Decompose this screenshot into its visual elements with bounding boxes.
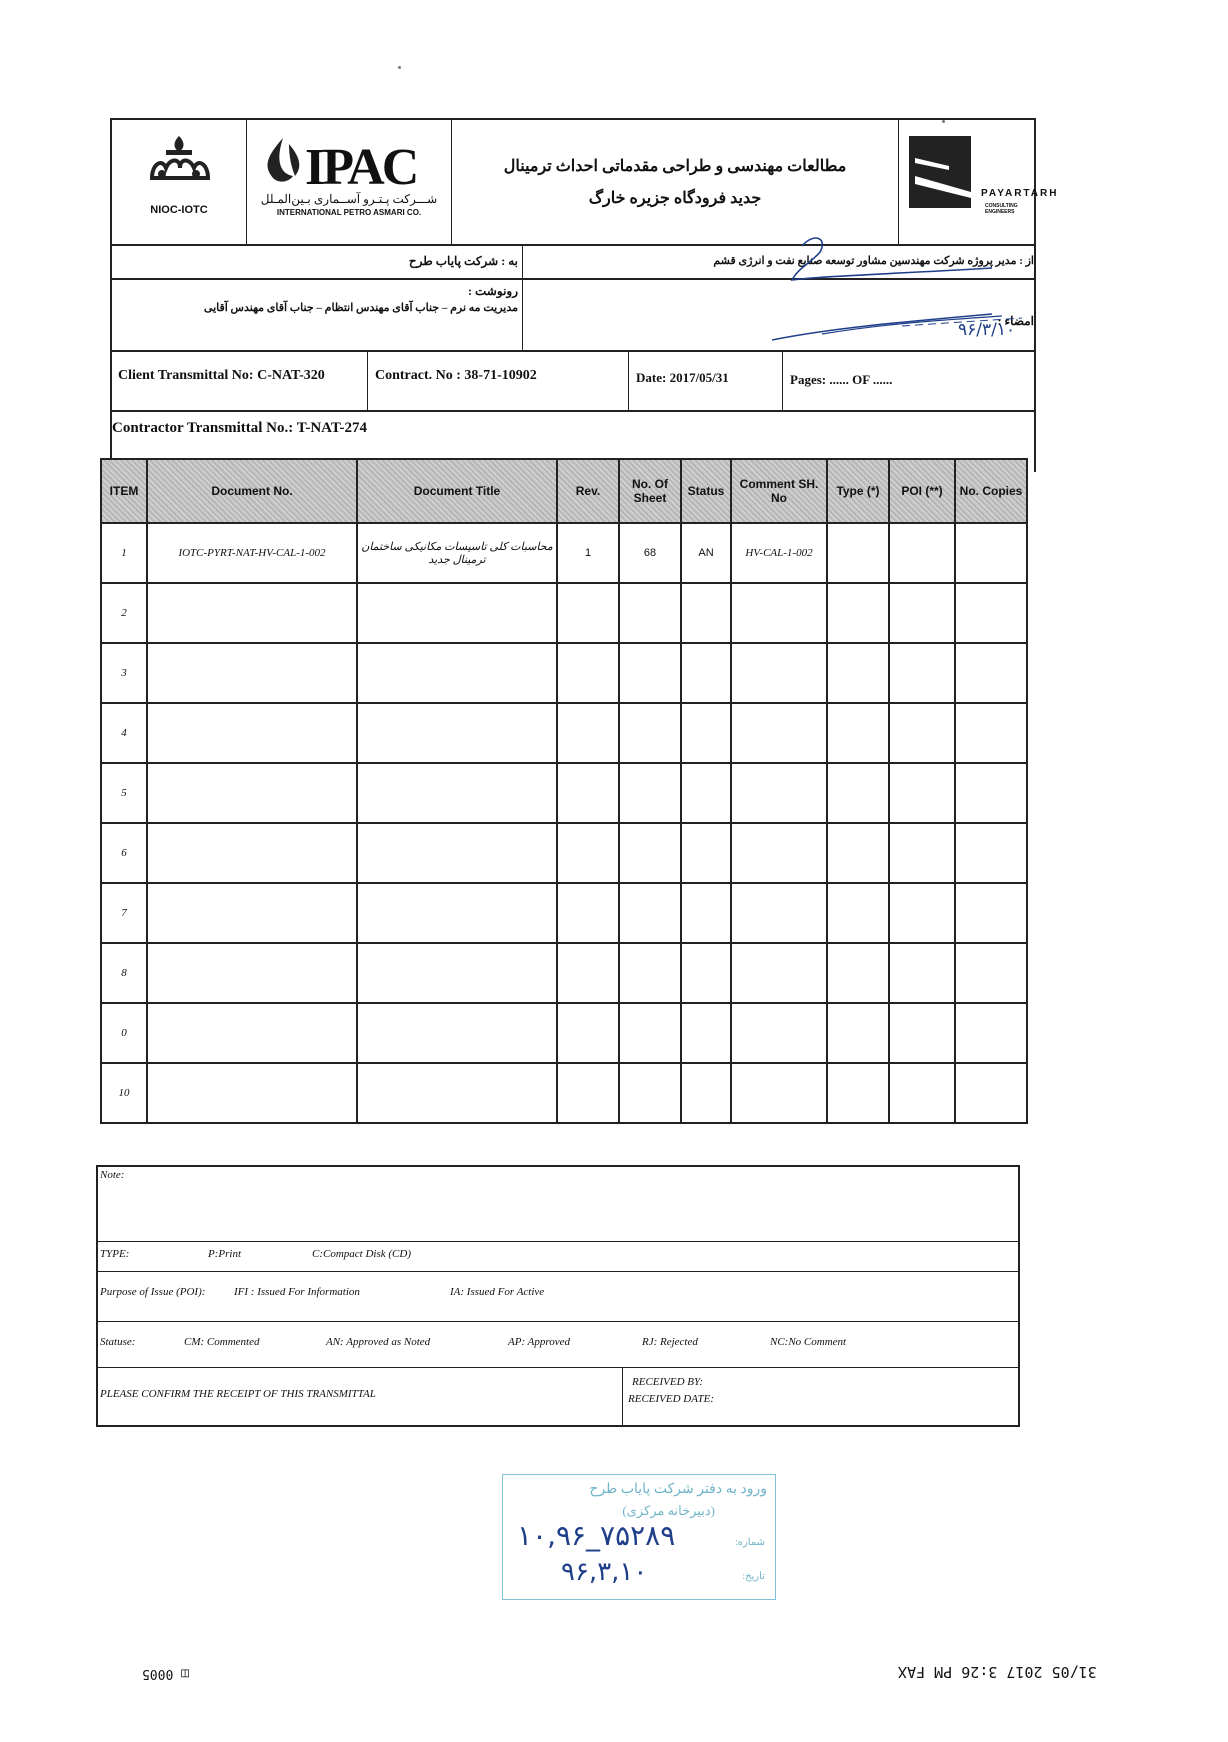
table-row bbox=[101, 883, 1027, 943]
cell-item: 8 bbox=[101, 943, 147, 1003]
cell-type bbox=[827, 523, 889, 583]
stamp-number-label: شماره: bbox=[734, 1537, 765, 1548]
cell-document-no bbox=[147, 943, 357, 1003]
cell-copies bbox=[955, 823, 1027, 883]
cell-rev bbox=[557, 883, 619, 943]
cell-rev bbox=[557, 823, 619, 883]
cell-copies bbox=[955, 703, 1027, 763]
cell-document-no bbox=[147, 823, 357, 883]
cell-poi bbox=[889, 1063, 955, 1123]
table-row bbox=[101, 943, 1027, 1003]
cell-document-title bbox=[357, 823, 557, 883]
cell-item: 0 bbox=[101, 1003, 147, 1063]
fax-page-number bbox=[142, 1666, 189, 1681]
cell-sheets bbox=[619, 943, 681, 1003]
cell-type bbox=[827, 1063, 889, 1123]
cell-document-title bbox=[357, 1063, 557, 1123]
cell-copies bbox=[955, 523, 1027, 583]
cell-rev bbox=[557, 1063, 619, 1123]
project-title bbox=[452, 120, 899, 244]
cell-poi bbox=[889, 643, 955, 703]
cell-type bbox=[827, 883, 889, 943]
col-header-rev: Rev. bbox=[557, 459, 619, 523]
cell-poi bbox=[889, 1003, 955, 1063]
project-title-line2: جدید فرودگاه جزیره خارگ bbox=[588, 190, 762, 207]
payartarh-emblem-icon bbox=[909, 136, 979, 208]
nioc-logo bbox=[112, 120, 247, 244]
cell-document-no bbox=[147, 883, 357, 943]
contract-no: Contract. No : 38-71-10902 bbox=[375, 368, 537, 383]
cell-item: 3 bbox=[101, 643, 147, 703]
cell-document-no bbox=[147, 1003, 357, 1063]
fax-header: 31/05 2017 3:26 PM FAX bbox=[898, 1663, 1097, 1681]
cell-poi bbox=[889, 943, 955, 1003]
cell-comment-sh: HV-CAL-1-002 bbox=[731, 523, 827, 583]
cell-comment-sh bbox=[731, 823, 827, 883]
poi-ifi: IFI : Issued For Information bbox=[234, 1286, 360, 1298]
received-date: RECEIVED DATE: bbox=[628, 1393, 715, 1405]
scan-speck bbox=[398, 66, 401, 69]
divider bbox=[522, 280, 523, 350]
cell-type bbox=[827, 643, 889, 703]
payartarh-name: PAYARTARH bbox=[981, 188, 1059, 199]
stamp-line1: ورود به دفتر شرکت پایاب طرح bbox=[589, 1482, 767, 1497]
pages-field: Pages: ...... OF ...... bbox=[790, 372, 893, 387]
table-row bbox=[101, 763, 1027, 823]
cell-copies bbox=[955, 763, 1027, 823]
signature-label: امضاء : bbox=[997, 314, 1034, 328]
poi-ia: IA: Issued For Active bbox=[450, 1286, 545, 1298]
cell-rev: 1 bbox=[557, 523, 619, 583]
cell-sheets bbox=[619, 763, 681, 823]
cell-type bbox=[827, 583, 889, 643]
cell-status bbox=[681, 883, 731, 943]
cell-type bbox=[827, 1003, 889, 1063]
cell-copies bbox=[955, 883, 1027, 943]
status-row bbox=[98, 1321, 1018, 1367]
divider bbox=[522, 246, 523, 278]
status-ap: AP: Approved bbox=[508, 1336, 571, 1348]
cell-status bbox=[681, 1003, 731, 1063]
cell-copies bbox=[955, 643, 1027, 703]
fax-page-icon: ◫ bbox=[173, 1666, 189, 1681]
cell-document-no bbox=[147, 1063, 357, 1123]
confirm-row bbox=[98, 1367, 1018, 1425]
cell-document-title bbox=[357, 703, 557, 763]
cell-status bbox=[681, 643, 731, 703]
cell-status bbox=[681, 943, 731, 1003]
table-header-row bbox=[101, 459, 1027, 523]
table-row bbox=[101, 703, 1027, 763]
cell-copies bbox=[955, 1003, 1027, 1063]
cell-type bbox=[827, 943, 889, 1003]
contractor-transmittal-no: Contractor Transmittal No.: T-NAT-274 bbox=[112, 420, 367, 436]
cell-status: AN bbox=[681, 523, 731, 583]
cell-rev bbox=[557, 1003, 619, 1063]
cell-document-title bbox=[357, 583, 557, 643]
documents-table-body bbox=[101, 523, 1027, 1123]
stamp-number: ۱۰,۹۶_۷۵۲۸۹ bbox=[517, 1519, 676, 1552]
cell-item: 10 bbox=[101, 1063, 147, 1123]
cell-comment-sh bbox=[731, 703, 827, 763]
cell-sheets bbox=[619, 883, 681, 943]
documents-table bbox=[100, 458, 1028, 1124]
status-cm: CM: Commented bbox=[184, 1336, 260, 1348]
col-header-document-title: Document Title bbox=[357, 459, 557, 523]
status-nc: NC:No Comment bbox=[770, 1336, 847, 1348]
cell-document-no bbox=[147, 763, 357, 823]
cell-copies bbox=[955, 1063, 1027, 1123]
cell-status bbox=[681, 823, 731, 883]
ipac-wordmark: IPAC bbox=[305, 139, 417, 196]
cell-comment-sh bbox=[731, 883, 827, 943]
table-row bbox=[101, 523, 1027, 583]
cell-comment-sh bbox=[731, 943, 827, 1003]
type-print: P:Print bbox=[208, 1248, 241, 1260]
project-title-line1: مطالعات مهندسی و طراحی مقدماتی احداث ترمینال bbox=[503, 158, 847, 175]
receipt-stamp bbox=[502, 1474, 776, 1600]
cell-type bbox=[827, 703, 889, 763]
client-transmittal-no: Client Transmittal No: C-NAT-320 bbox=[118, 368, 325, 383]
col-header-copies: No. Copies bbox=[955, 459, 1027, 523]
payartarh-sub: CONSULTING ENGINEERS bbox=[985, 203, 1018, 215]
cell-sheets bbox=[619, 583, 681, 643]
cell-poi bbox=[889, 703, 955, 763]
cell-copies bbox=[955, 943, 1027, 1003]
handwritten-date: ۹۶/۳/۱۰ bbox=[958, 320, 1016, 340]
cell-item: 2 bbox=[101, 583, 147, 643]
cell-item: 5 bbox=[101, 763, 147, 823]
type-row bbox=[98, 1241, 1018, 1271]
divider bbox=[622, 1368, 623, 1425]
cell-document-title bbox=[357, 943, 557, 1003]
cell-status bbox=[681, 703, 731, 763]
col-header-document-no: Document No. bbox=[147, 459, 357, 523]
status-an: AN: Approved as Noted bbox=[326, 1336, 431, 1348]
table-row bbox=[101, 1063, 1027, 1123]
divider bbox=[367, 352, 368, 410]
cell-poi bbox=[889, 523, 955, 583]
cell-sheets: 68 bbox=[619, 523, 681, 583]
cell-item: 6 bbox=[101, 823, 147, 883]
ipac-name-fa: شـــرکت پـتـرو آســماری بـین‌المـلل bbox=[260, 192, 438, 206]
received-by: RECEIVED BY: bbox=[632, 1376, 704, 1388]
cell-rev bbox=[557, 943, 619, 1003]
table-row bbox=[101, 583, 1027, 643]
cell-document-no bbox=[147, 703, 357, 763]
cell-comment-sh bbox=[731, 643, 827, 703]
from-field: از : مدیر پروژه شرکت مهندسین مشاور توسعه صنایع نفت و انرژی قشم bbox=[713, 255, 1034, 267]
cc-block bbox=[112, 280, 522, 350]
cell-comment-sh bbox=[731, 1003, 827, 1063]
cell-type bbox=[827, 823, 889, 883]
note-row bbox=[98, 1167, 1018, 1241]
ipac-drop-icon bbox=[259, 136, 307, 184]
form-header bbox=[110, 118, 1059, 246]
divider bbox=[628, 352, 629, 410]
confirm-text: PLEASE CONFIRM THE RECEIPT OF THIS TRANSMITTAL bbox=[100, 1388, 376, 1400]
divider bbox=[782, 352, 783, 410]
col-header-sheets: No. Of Sheet bbox=[619, 459, 681, 523]
col-header-item: ITEM bbox=[101, 459, 147, 523]
transmittal-date: Date: 2017/05/31 bbox=[636, 370, 729, 385]
cell-sheets bbox=[619, 823, 681, 883]
cell-rev bbox=[557, 703, 619, 763]
cell-status bbox=[681, 583, 731, 643]
col-header-poi: POI (**) bbox=[889, 459, 955, 523]
cell-sheets bbox=[619, 1003, 681, 1063]
status-label: Statuse: bbox=[100, 1336, 136, 1348]
cell-poi bbox=[889, 883, 955, 943]
cell-item: 1 bbox=[101, 523, 147, 583]
cell-comment-sh bbox=[731, 763, 827, 823]
stamp-line2: (دبیرخانه مرکزی) bbox=[622, 1503, 715, 1518]
status-rj: RJ: Rejected bbox=[642, 1336, 698, 1348]
cell-document-no bbox=[147, 643, 357, 703]
cell-status bbox=[681, 763, 731, 823]
nioc-emblem-icon bbox=[112, 120, 247, 200]
cell-status bbox=[681, 1063, 731, 1123]
legend-block bbox=[96, 1165, 1020, 1427]
cell-item: 7 bbox=[101, 883, 147, 943]
cc-row bbox=[110, 280, 1036, 352]
cc-label: رونوشت : bbox=[468, 284, 518, 298]
cell-item: 4 bbox=[101, 703, 147, 763]
poi-row bbox=[98, 1271, 1018, 1321]
fax-page-text: 0005 bbox=[142, 1666, 174, 1681]
col-header-comment-sh: Comment SH. No bbox=[731, 459, 827, 523]
cell-sheets bbox=[619, 1063, 681, 1123]
cell-poi bbox=[889, 763, 955, 823]
cell-comment-sh bbox=[731, 1063, 827, 1123]
stamp-date-label: تاریخ: bbox=[742, 1571, 765, 1582]
cell-copies bbox=[955, 583, 1027, 643]
to-field: به : شرکت پایاب طرح bbox=[408, 254, 518, 268]
col-header-type: Type (*) bbox=[827, 459, 889, 523]
cell-comment-sh bbox=[731, 583, 827, 643]
cell-document-title bbox=[357, 883, 557, 943]
cell-sheets bbox=[619, 703, 681, 763]
ipac-logo bbox=[247, 120, 452, 244]
table-row bbox=[101, 823, 1027, 883]
cell-rev bbox=[557, 583, 619, 643]
cell-document-no bbox=[147, 583, 357, 643]
stamp-date: ۹۶,۳,۱۰ bbox=[561, 1557, 648, 1587]
cell-poi bbox=[889, 583, 955, 643]
cell-type bbox=[827, 763, 889, 823]
cell-document-title bbox=[357, 1003, 557, 1063]
cell-rev bbox=[557, 763, 619, 823]
cell-document-title bbox=[357, 763, 557, 823]
note-label: Note: bbox=[100, 1169, 125, 1181]
payartarh-logo bbox=[899, 120, 1059, 244]
table-row bbox=[101, 1003, 1027, 1063]
transmittal-info-row bbox=[110, 352, 1036, 412]
cell-document-title: محاسبات کلی تاسیسات مکانیکی ساختمان ترمینال جدید bbox=[357, 523, 557, 583]
ipac-name-en: INTERNATIONAL PETRO ASMARI CO. bbox=[276, 208, 422, 217]
cell-document-no: IOTC-PYRT-NAT-HV-CAL-1-002 bbox=[147, 523, 357, 583]
nioc-label: NIOC-IOTC bbox=[150, 204, 208, 216]
table-row bbox=[101, 643, 1027, 703]
col-header-status: Status bbox=[681, 459, 731, 523]
type-label: TYPE: bbox=[100, 1248, 130, 1260]
cell-sheets bbox=[619, 643, 681, 703]
cell-poi bbox=[889, 823, 955, 883]
cell-rev bbox=[557, 643, 619, 703]
type-cd: C:Compact Disk (CD) bbox=[312, 1248, 411, 1260]
poi-label: Purpose of Issue (POI): bbox=[100, 1286, 206, 1298]
cell-document-title bbox=[357, 643, 557, 703]
cc-text: مدیریت مه نرم – جناب آقای مهندس انتظام – جناب آقای مهندس آقایی bbox=[203, 302, 518, 314]
